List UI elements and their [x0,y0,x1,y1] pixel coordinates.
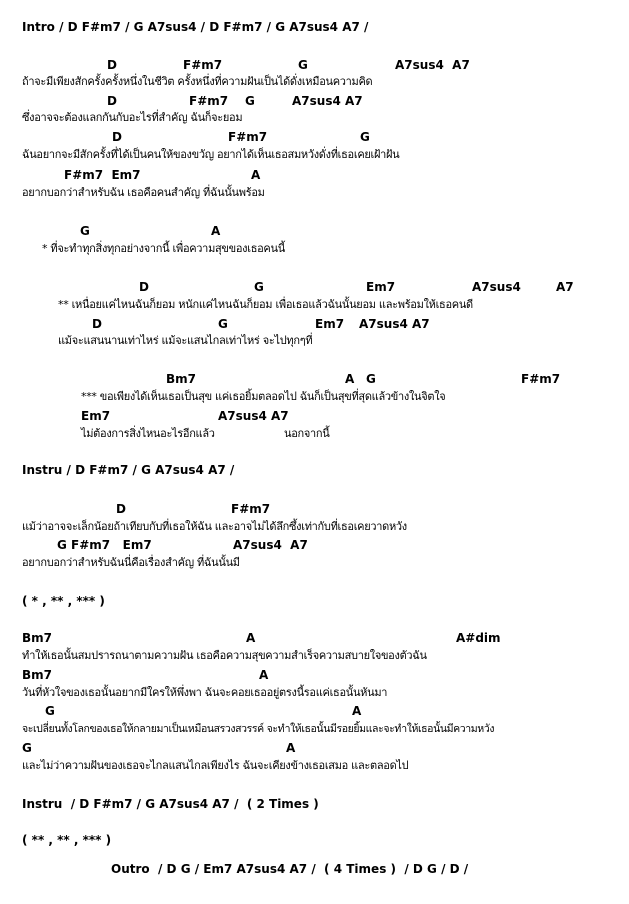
chord: D [107,94,117,108]
chord: A7sus4 [472,280,521,294]
chord: G [45,704,55,718]
chord: G F#m7 Em7 [57,538,152,552]
chord: A7sus4 A7 [218,409,289,423]
instru-line: Instru / D F#m7 / G A7sus4 A7 / [22,463,235,477]
chord: A7sus4 A7 [359,317,430,331]
chord: Em7 [315,317,345,331]
chord: D [107,58,117,72]
repeat-marker: ( * , ** , *** ) [22,594,105,608]
chord: A7 [556,280,574,294]
chord: A#dim [456,631,501,645]
lyric-line: แม้จะแสนนานเท่าไหร่ แม้จะแสนไกลเท่าไหร่ จะไปทุกๆที่ [58,334,313,347]
chord: D [116,502,126,516]
chord: G [298,58,308,72]
lyric-line: ฉันอยากจะมีสักครั้งที่ได้เป็นคนให้ของขวัญ อยากได้เห็นเธอสมหวังดั่งที่เธอเคยเฝ้าฝัน [22,148,400,161]
chord: F#m7 [189,94,229,108]
intro-line: Intro / D F#m7 / G A7sus4 / D F#m7 / G A7sus4 A7 / [22,20,369,34]
chord: A7sus4 A7 [395,58,470,72]
chord: G [366,372,376,386]
chord: D [139,280,149,294]
chord: G [22,741,32,755]
lyric-line: และไม่ว่าความฝันของเธอจะไกลแสนไกลเพียงไร ฉันจะเคียงข้างเธอเสมอ และตลอดไป [22,759,409,772]
chord: F#m7 [521,372,561,386]
lyric-line: ซึ่งอาจจะต้องแลกกันกับอะไรที่สำคัญ ฉันก็จะยอม [22,111,243,124]
lyric-line: อยากบอกว่าสำหรับฉัน เธอคือคนสำคัญ ที่ฉันนั้นพร้อม [22,186,265,199]
chord: A [211,224,221,238]
chord: F#m7 [183,58,223,72]
chord: Em7 [81,409,111,423]
chord: G [254,280,264,294]
chord: G [245,94,255,108]
lyric-line: แม้ว่าอาจจะเล็กน้อยถ้าเทียบกับที่เธอให้ฉัน และอาจไม่ได้ลึกซึ้งเท่ากับที่เธอเคยวาดหวัง [22,520,407,533]
repeat-marker: ( ** , ** , *** ) [22,833,112,847]
chord: A [352,704,362,718]
lyric-line: ** เหนื่อยแค่ไหนฉันก็ยอม หนักแค่ไหนฉันก็ยอม เพื่อเธอแล้วฉันนั้นยอม และพร้อมให้เธอคนดี [58,298,473,311]
chord: A [251,168,261,182]
lyric-line: ถ้าจะมีเพียงสักครั้งครั้งหนึ่งในชีวิต ครั้งหนึ่งที่ความฝันเป็นได้ดั่งเหมือนความคิด [22,75,373,88]
chord: A7sus4 A7 [292,94,363,108]
chord: A [345,372,355,386]
chord: G [360,130,370,144]
lyric-line: ทำให้เธอนั้นสมปรารถนาตามความฝัน เธอคือความสุขความสำเร็จความสบายใจของตัวฉัน [22,649,427,662]
lyric-line: จะเปลี่ยนทั้งโลกของเธอให้กลายมาเป็นเหมือนสรวงสวรรค์ จะทำให้เธอนั้นมีรอยยิ้มและจะทำให้เธอนั้นมีความหวัง [22,723,495,735]
lyric-line: อยากบอกว่าสำหรับฉันนี่คือเรื่องสำคัญ ที่ฉันนั้นมี [22,556,240,569]
chord: G [218,317,228,331]
chord: Em7 [366,280,396,294]
chord: F#m7 Em7 [64,168,141,182]
chord: Bm7 [166,372,196,386]
chord: D [92,317,102,331]
chord: A7sus4 A7 [233,538,308,552]
chord: A [246,631,256,645]
outro-line: Outro / D G / Em7 A7sus4 A7 / ( 4 Times ) / D G / D / [111,862,469,876]
instru-line: Instru / D F#m7 / G A7sus4 A7 / ( 2 Times ) [22,797,319,811]
chord: Bm7 [22,631,52,645]
lyric-line: * ที่จะทำทุกสิ่งทุกอย่างจากนี้ เพื่อความสุขของเธอคนนี้ [42,242,285,255]
lyric-line: ไม่ต้องการสิ่งไหนอะไรอีกแล้ว [81,427,215,440]
chord: A [286,741,296,755]
chord: F#m7 [228,130,268,144]
lyric-line-end: นอกจากนี้ [284,427,330,440]
chord: G [80,224,90,238]
lyric-line: วันที่หัวใจของเธอนั้นอยากมีใครให้พึ่งพา ฉันจะคอยเธออยู่ตรงนี้รอแค่เธอนั้นหันมา [22,686,388,699]
chord: D [112,130,122,144]
chord: A [259,668,269,682]
lyric-line: *** ขอเพียงได้เห็นเธอเป็นสุข แค่เธอยิ้มตลอดไป ฉันก็เป็นสุขที่สุดแล้วข้างในจิตใจ [81,390,446,403]
chord: Bm7 [22,668,52,682]
chord: F#m7 [231,502,271,516]
